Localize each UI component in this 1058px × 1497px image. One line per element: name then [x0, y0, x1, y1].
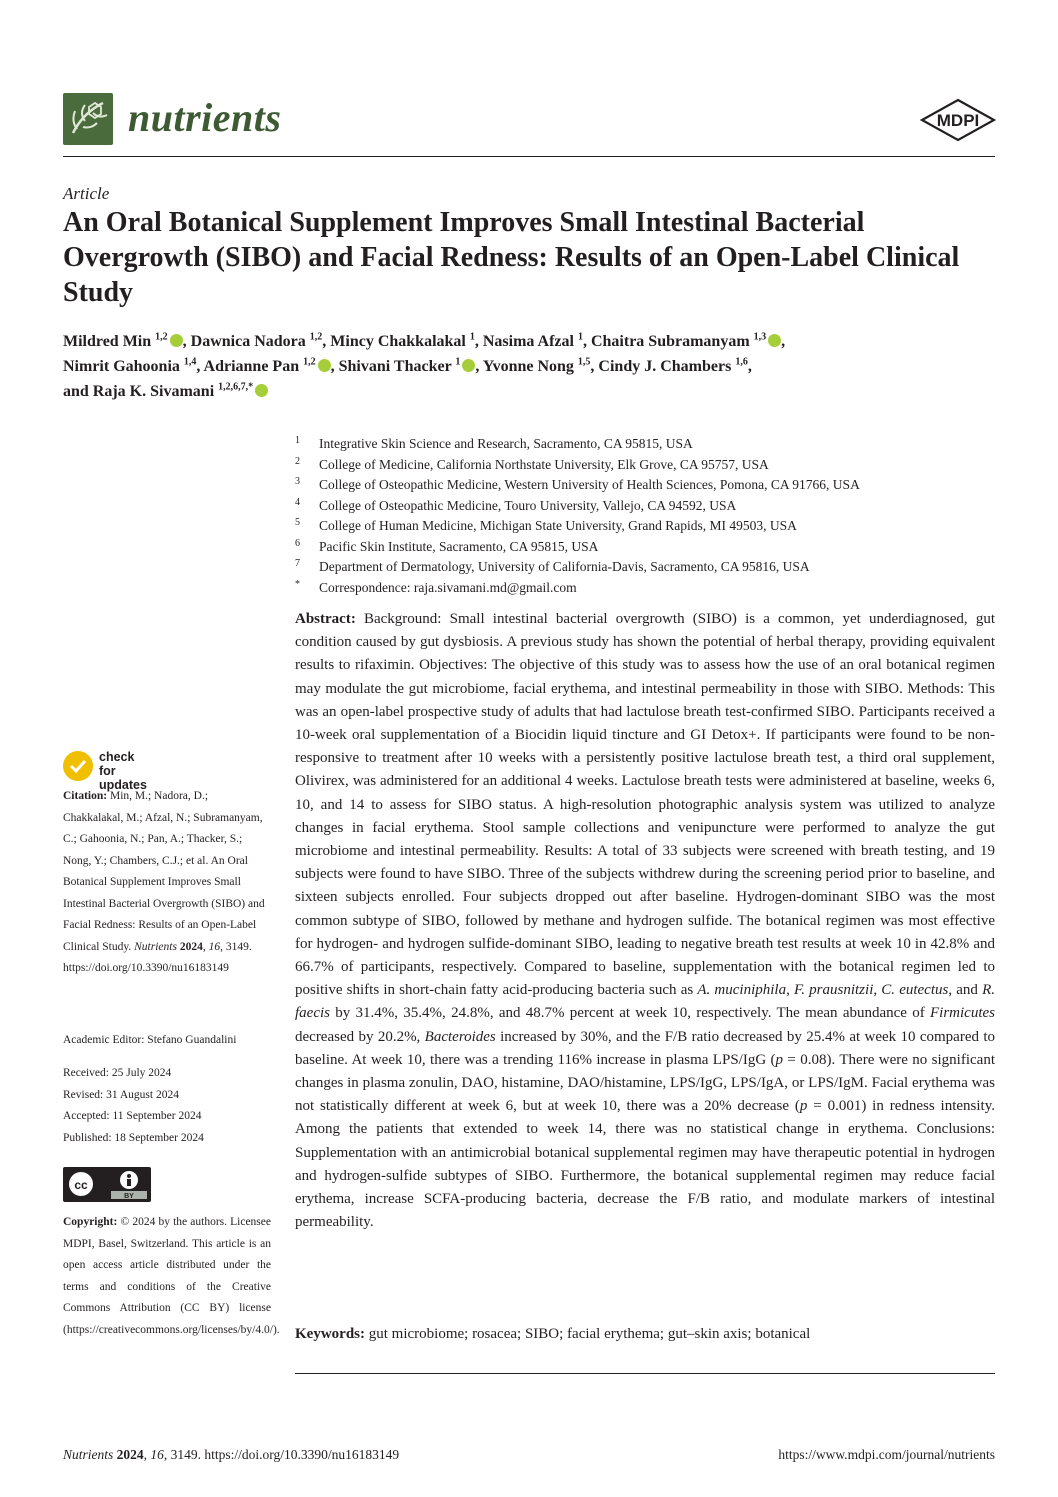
author-name: Dawnica Nadora — [190, 333, 306, 350]
affiliation-text: College of Osteopathic Medicine, Touro University, Vallejo, CA 94592, USA — [319, 497, 737, 513]
affiliation-item — [295, 434, 995, 455]
affiliation-text: College of Human Medicine, Michigan State University, Grand Rapids, MI 49503, USA — [319, 518, 797, 533]
citation-block: Citation: Min, M.; Nadora, D.; Chakkalakal, M.; Afzal, N.; Subramanyam, C.; Gahoonia, N.; Pan, A.; Thacker, S.; Nong, Y.; Chambers, C.J.; et al. An Oral Botanical Supplement Improves Small Intestinal Bacterial Overgrowth (SIBO) and Facial Redness: Results of an Open-Label Clinical Study. Nutrients 2024, 16, 3149. https://doi.org/10.3390/nu16183149 — [63, 790, 265, 974]
citation-label: Citation: — [63, 790, 108, 802]
author-name: Mincy Chakkalakal — [330, 333, 466, 350]
publication-dates — [63, 1063, 271, 1149]
affiliation-number: 3 — [295, 476, 300, 487]
citation-volume: 16 — [208, 940, 221, 953]
orcid-icon[interactable] — [462, 359, 475, 372]
author-conjunction: and — [63, 383, 89, 400]
article-type: Article — [63, 184, 110, 203]
citation-journal: Nutrients — [134, 940, 177, 953]
affiliation-number: 1 — [295, 435, 300, 446]
abstract-segment: decreased by 20.2%, — [295, 1028, 425, 1045]
body-divider — [295, 1373, 995, 1374]
citation-doi[interactable]: , 3149. https://doi.org/10.3390/nu16183149 — [63, 940, 252, 974]
abstract-italic-term: F. prausnitzii — [794, 982, 874, 999]
author-name: Cindy J. Chambers — [598, 358, 732, 375]
abstract-italic-term: Firmicutes — [930, 1005, 995, 1022]
academic-editor: Academic Editor: Stefano Guandalini — [63, 1034, 237, 1046]
affiliation-item — [295, 455, 995, 476]
abstract-italic-term: A. muciniphila — [697, 982, 787, 999]
affiliation-text: Department of Dermatology, University of California-Davis, Sacramento, CA 95816, USA — [319, 559, 810, 574]
leaf-icon — [63, 93, 113, 145]
abstract-segment: Background: Small intestinal bacterial overgrowth (SIBO) is a common, yet underdiagnosed, gut condition caused by gut dysbiosis. A previous study has shown the potential of herbal therapy, providing equivalent results to rifaximin. Objectives: The objective of this study was to assess how the use of an oral botanical regimen may modulate the gut microbiome, facial erythema, and intestinal permeability in those with SIBO. Methods: This was an open-label prospective study of adults that had lactulose breath test-confirmed SIBO. Participants received a 10-week oral supplementation of a Biocidin liquid tincture and GI Detox+. If participants were found to be non-responsive to treatment after 10 weeks with a persistently positive lactulose breath test, a third oral supplement, Olivirex, was administered for an additional 4 weeks. Lactulose breath tests were administered at baseline, weeks 6, 10, and 14 to assess for SIBO status. A high-resolution photographic analysis system was utilized to analyze changes in facial erythema. Stool sample collections and venipuncture were performed to analyze the gut microbiome and intestinal permeability. Results: A total of 33 subjects were screened with breath testing, and 19 subjects were found to have SIBO. Three of the subjects withdrew during the screening period prior to baseline, and sixteen subjects enrolled. Four subjects dropped out after baseline. Hydrogen-dominant SIBO was the most common subtype of SIBO, followed by methane and hydrogen sulfide. The botanical regimen was most effective for hydrogen- and hydrogen sulfide-dominant SIBO, leading to negative breath test results at week 10 in 42.8% and 66.7% of participants, respectively. Compared to baseline, supplementation with the botanical regimen led to positive shifts in short-chain fatty acid-producing bacteria such as — [295, 611, 995, 999]
date-accepted: Accepted: 11 September 2024 — [63, 1110, 202, 1122]
author-name: Raja K. Sivamani — [92, 383, 215, 400]
affiliation-text: Integrative Skin Science and Research, Sacramento, CA 95815, USA — [319, 436, 693, 451]
author-affiliation-marker: 1 — [577, 331, 583, 343]
affiliation-item — [295, 475, 995, 496]
abstract-text — [295, 611, 995, 1230]
check-updates-icon — [63, 751, 93, 781]
author-affiliation-marker: 1,4 — [183, 356, 197, 368]
author-name: Mildred Min — [63, 333, 152, 350]
author-list: Mildred Min $^{1,2}$ , Dawnica Nadora $^{1,2}$, Mincy Chakkalakal $^1$, Nasima Afzal $^1$, Chaitra Subramanyam $^{1,3}$ , Nimrit Gahoonia $^{1,4}$, Adrianne Pan $^{1,2}$ , Shivani Thacker $^1$ , Yvonne Nong $^{1,5}$, Cindy J. Chambers $^{1,6}$, and Raja K. Sivamani $^{1,2,6,7,*}$ — [63, 331, 786, 400]
abstract-segment: by 31.4%, 35.4%, 24.8%, and 48.7% percent at week 10, respectively. The mean abundance of — [330, 1005, 930, 1022]
affiliation-text: Pacific Skin Institute, Sacramento, CA 95815, USA — [319, 538, 599, 554]
date-revised: Revised: 31 August 2024 — [63, 1088, 179, 1101]
author-name: Shivani Thacker — [338, 358, 452, 375]
author-name: Yvonne Nong — [482, 358, 574, 375]
affiliation-item — [295, 516, 995, 537]
affiliation-number: 4 — [295, 496, 300, 508]
keywords-text: gut microbiome; rosacea; SIBO; facial erythema; gut–skin axis; botanical — [365, 1326, 811, 1342]
abstract-italic-term: R. faecis — [295, 982, 996, 1022]
affiliation-item — [295, 557, 995, 578]
footer-year: 2024 — [116, 1447, 144, 1462]
keywords-label: Keywords: — [295, 1326, 365, 1342]
affiliation-number: 7 — [295, 558, 300, 569]
abstract — [295, 608, 995, 1234]
publisher-name: MDPI — [936, 111, 980, 130]
citation-year: 2024 — [179, 940, 203, 953]
author-name: Nasima Afzal — [482, 333, 574, 350]
abstract-italic-term: p — [799, 1098, 808, 1115]
affiliation-text: College of Medicine, California Northstate University, Elk Grove, CA 95757, USA — [319, 456, 769, 472]
paper-title: An Oral Botanical Supplement Improves Small Intestinal Bacterial Overgrowth (SIBO) and Facial Redness: Results of an Open-Label Clinical Study — [63, 207, 960, 308]
author-affiliation-marker: 1,3 — [753, 331, 767, 343]
author-name: Nimrit Gahoonia — [63, 358, 180, 375]
author-affiliation-marker: 1,2 — [309, 331, 323, 343]
journal-logo — [63, 93, 113, 145]
affiliation-list — [295, 434, 995, 598]
author-affiliation-marker: 1 — [469, 331, 475, 343]
date-published: Published: 18 September 2024 — [63, 1131, 204, 1144]
author-affiliation-marker: 1,5 — [577, 356, 591, 368]
abstract-segment: = 0.08). There were no significant changes in plasma zonulin, DAO, histamine, DAO/histamine, LPS/IgG, LPS/IgA, or LPS/IgM. Facial erythema was not statistically different at week 6, but at week 10, there was a 20% decrease ( — [295, 1051, 995, 1115]
orcid-icon[interactable] — [255, 384, 268, 397]
affiliation-text: Correspondence: raja.sivamani.md@gmail.com — [319, 579, 577, 595]
orcid-icon[interactable] — [318, 359, 331, 372]
journal-name: nutrients — [128, 95, 282, 140]
affiliation-item — [295, 578, 995, 599]
abstract-segment: increased by 30%, and the F/B ratio decreased by 25.4% at week 10 compared to baseline. At week 10, there was a trending 116% increase in plasma LPS/IgG ( — [295, 1028, 995, 1068]
affiliation-number: 2 — [295, 455, 300, 467]
keywords — [295, 1323, 995, 1345]
affiliation-number: 5 — [295, 517, 300, 528]
author-affiliation-marker: 1,2 — [303, 356, 316, 368]
citation-text: Min, M.; Nadora, D.; Chakkalakal, M.; Afzal, N.; Subramanyam, C.; Gahoonia, N.; Pan, A.; Thacker, S.; Nong, Y.; Chambers, C.J.; et al. An Oral Botanical Supplement Improves Small Intestinal Bacterial Overgrowth (SIBO) and Facial Redness: Results of an Open-Label Clinical Study. — [63, 790, 265, 953]
footer-volume: 16 — [150, 1447, 164, 1462]
author-name: Chaitra Subramanyam — [590, 333, 750, 350]
abstract-segment: = 0.001) in redness intensity. Among the patients that extended to week 14, there was no statistical change in erythema. Conclusions: Supplementation with an antimicrobial botanical supplemental regimen may have therapeutic potential in hydrogen and hydrogen-sulfide subtypes of SIBO. Furthermore, the botanical supplemental regimen may reduce facial erythema, increase SCFA-producing bacteria, decrease the F/B ratio, and modulate markers of intestinal permeability. — [295, 1098, 995, 1231]
copyright-text: © 2024 by the authors. Licensee MDPI, Basel, Switzerland. This article is an open access article distributed under the terms and conditions of the Creative Commons Attribution (CC BY) license (https://creativecommons.org/licenses/by/4.0/). — [63, 1216, 280, 1336]
publisher-logo — [918, 98, 998, 147]
affiliation-number: * — [295, 578, 300, 590]
abstract-italic-term: p — [775, 1051, 784, 1068]
orcid-icon[interactable] — [768, 334, 781, 347]
abstract-segment: , — [873, 982, 882, 999]
cc-by-label: BY — [124, 1193, 134, 1200]
abstract-italic-term: C. eutectus — [881, 982, 949, 999]
footer-journal-url[interactable]: https://www.mdpi.com/journal/nutrients — [778, 1447, 995, 1462]
header-divider — [63, 156, 995, 157]
footer-citation: Nutrients 2024, 16, 3149. https://doi.org/10.3390/nu16183149 — [63, 1447, 400, 1462]
author-affiliation-marker: 1 — [455, 356, 461, 368]
orcid-icon[interactable] — [170, 334, 183, 347]
copyright-block — [63, 1212, 280, 1341]
footer-journal: Nutrients — [63, 1447, 114, 1462]
mdpi-hexagon-icon — [918, 98, 998, 142]
affiliation-text: College of Osteopathic Medicine, Western University of Health Sciences, Pomona, CA 91766, USA — [319, 477, 860, 492]
cc-by-license-badge[interactable] — [63, 1167, 151, 1202]
copyright-label: Copyright: — [63, 1216, 118, 1228]
author-name: Adrianne Pan — [203, 358, 300, 375]
abstract-segment: , — [786, 982, 795, 999]
author-affiliation-marker: 1,2 — [155, 331, 168, 343]
abstract-segment: , and — [948, 982, 983, 999]
affiliation-item — [295, 496, 995, 517]
author-affiliation-marker: 1,6 — [735, 356, 748, 368]
abstract-italic-term: Bacteroides — [424, 1028, 496, 1045]
check-updates-label: check for updates — [99, 750, 147, 792]
affiliation-item — [295, 537, 995, 558]
date-received: Received: 25 July 2024 — [63, 1067, 172, 1079]
footer-doi-link[interactable]: , 3149. https://doi.org/10.3390/nu16183149 — [163, 1447, 400, 1462]
author-affiliation-marker: 1,2,6,7,* — [218, 381, 254, 393]
abstract-label: Abstract: — [295, 611, 356, 627]
affiliation-number: 6 — [295, 537, 300, 549]
svg-text:cc: cc — [74, 1178, 88, 1192]
